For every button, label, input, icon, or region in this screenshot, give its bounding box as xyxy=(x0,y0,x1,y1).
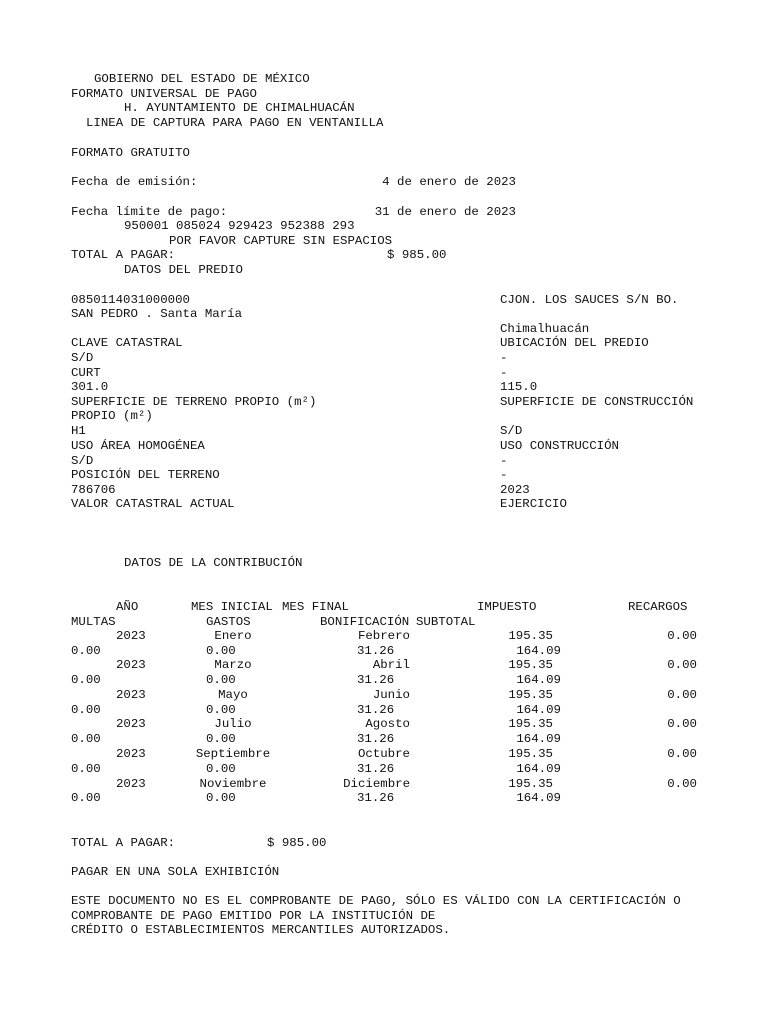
cell-mes-inicial: Enero xyxy=(214,629,252,643)
posicion-value: S/D xyxy=(71,454,94,468)
cell-bonificacion: 31.26 xyxy=(357,762,395,776)
valor-catastral-value: 786706 xyxy=(71,483,116,497)
cell-multas: 0.00 xyxy=(71,673,101,687)
cell-bonificacion: 31.26 xyxy=(357,732,395,746)
cell-recargos: 0.00 xyxy=(667,658,697,672)
cell-anio: 2023 xyxy=(116,629,146,643)
cell-anio: 2023 xyxy=(116,658,146,672)
dash: - xyxy=(500,351,508,365)
predio-direccion: CJON. LOS SAUCES S/N BO. xyxy=(500,293,679,307)
cell-mes-final: Febrero xyxy=(357,629,410,643)
sup-terreno-value: 301.0 xyxy=(71,380,109,394)
col-header-mes-inicial: MES INICIAL xyxy=(191,600,273,614)
cell-anio: 2023 xyxy=(116,777,146,791)
dash: - xyxy=(500,468,508,482)
formato-gratuito: FORMATO GRATUITO xyxy=(71,146,190,160)
sup-construccion-value: 115.0 xyxy=(500,380,538,394)
curt-value: S/D xyxy=(71,351,94,365)
curt-label: CURT xyxy=(71,366,101,380)
col-header-subtotal: SUBTOTAL xyxy=(416,615,476,629)
cell-impuesto: 195.35 xyxy=(508,747,553,761)
cell-recargos: 0.00 xyxy=(667,688,697,702)
propio-label: PROPIO (m²) xyxy=(71,409,153,423)
col-header-recargos: RECARGOS xyxy=(628,600,688,614)
cell-anio: 2023 xyxy=(116,747,146,761)
cell-gastos: 0.00 xyxy=(206,732,236,746)
uso-construccion-label: USO CONSTRUCCIÓN xyxy=(500,439,619,453)
cell-impuesto: 195.35 xyxy=(508,688,553,702)
clave-catastral-value: 0850114031000000 xyxy=(71,293,190,307)
header-ayuntamiento: H. AYUNTAMIENTO DE CHIMALHUACÁN xyxy=(124,101,355,115)
cell-recargos: 0.00 xyxy=(667,717,697,731)
cell-mes-inicial: Septiembre xyxy=(195,747,271,761)
cell-mes-inicial: Julio xyxy=(214,717,252,731)
ejercicio-label: EJERCICIO xyxy=(500,497,567,511)
cell-gastos: 0.00 xyxy=(206,791,236,805)
area-homogenea-label: USO ÁREA HOMOGÉNEA xyxy=(71,439,205,453)
predio-municipio: Chimalhuacán xyxy=(500,322,590,336)
disclaimer-line-3: CRÉDITO O ESTABLECIMIENTOS MERCANTILES AUTORIZADOS. xyxy=(71,923,451,937)
col-header-mes-final: MES FINAL xyxy=(282,600,349,614)
disclaimer-line-2: COMPROBANTE DE PAGO EMITIDO POR LA INSTITUCIÓN DE xyxy=(71,909,436,923)
col-header-gastos: GASTOS xyxy=(206,615,251,629)
cell-multas: 0.00 xyxy=(71,703,101,717)
total-bottom-label: TOTAL A PAGAR: xyxy=(71,836,176,850)
valor-catastral-label: VALOR CATASTRAL ACTUAL xyxy=(71,497,235,511)
cell-impuesto: 195.35 xyxy=(508,629,553,643)
capture-note: POR FAVOR CAPTURE SIN ESPACIOS xyxy=(169,234,393,248)
cell-gastos: 0.00 xyxy=(206,703,236,717)
col-header-anio: AÑO xyxy=(116,600,139,614)
cell-impuesto: 195.35 xyxy=(508,717,553,731)
cell-mes-inicial: Noviembre xyxy=(199,777,267,791)
cell-multas: 0.00 xyxy=(71,644,101,658)
sup-terreno-label: SUPERFICIE DE TERRENO PROPIO (m²) xyxy=(71,395,317,409)
disclaimer-line-1: ESTE DOCUMENTO NO ES EL COMPROBANTE DE PAGO, SÓLO ES VÁLIDO CON LA CERTIFICACIÓN O xyxy=(71,894,681,908)
cell-mes-inicial: Marzo xyxy=(214,658,252,672)
cell-impuesto: 195.35 xyxy=(508,777,553,791)
cell-gastos: 0.00 xyxy=(206,673,236,687)
datos-predio-title: DATOS DEL PREDIO xyxy=(124,263,243,277)
col-header-impuesto: IMPUESTO xyxy=(477,600,537,614)
cell-mes-final: Diciembre xyxy=(343,777,410,791)
cell-bonificacion: 31.26 xyxy=(357,644,395,658)
cell-subtotal: 164.09 xyxy=(516,762,561,776)
cell-subtotal: 164.09 xyxy=(516,732,561,746)
ubicacion-label: UBICACIÓN DEL PREDIO xyxy=(500,336,649,350)
emision-value: 4 de enero de 2023 xyxy=(382,175,516,189)
cell-mes-final: Junio xyxy=(372,688,410,702)
linea-captura-number: 950001 085024 929423 952388 293 xyxy=(124,219,355,233)
header-gobierno: GOBIERNO DEL ESTADO DE MÉXICO xyxy=(94,72,310,86)
cell-multas: 0.00 xyxy=(71,762,101,776)
ejercicio-value: 2023 xyxy=(500,483,530,497)
uso-construccion-value: S/D xyxy=(500,424,523,438)
cell-mes-final: Abril xyxy=(372,658,410,672)
cell-subtotal: 164.09 xyxy=(516,791,561,805)
header-linea-captura-title: LINEA DE CAPTURA PARA PAGO EN VENTANILLA xyxy=(86,116,384,130)
area-homogenea-value: H1 xyxy=(71,424,86,438)
col-header-multas: MULTAS xyxy=(71,615,116,629)
total-bottom-value: $ 985.00 xyxy=(267,836,327,850)
cell-bonificacion: 31.26 xyxy=(357,673,395,687)
dash: - xyxy=(500,366,508,380)
cell-recargos: 0.00 xyxy=(667,777,697,791)
sup-construccion-label: SUPERFICIE DE CONSTRUCCIÓN xyxy=(500,395,694,409)
cell-anio: 2023 xyxy=(116,717,146,731)
limite-value: 31 de enero de 2023 xyxy=(374,205,516,219)
cell-subtotal: 164.09 xyxy=(516,703,561,717)
header-formato: FORMATO UNIVERSAL DE PAGO xyxy=(71,87,257,101)
clave-catastral-label: CLAVE CATASTRAL xyxy=(71,336,183,350)
cell-impuesto: 195.35 xyxy=(508,658,553,672)
cell-bonificacion: 31.26 xyxy=(357,703,395,717)
cell-mes-final: Octubre xyxy=(357,747,410,761)
cell-recargos: 0.00 xyxy=(667,629,697,643)
limite-label: Fecha límite de pago: xyxy=(71,205,228,219)
cell-multas: 0.00 xyxy=(71,791,101,805)
sola-exhibicion: PAGAR EN UNA SOLA EXHIBICIÓN xyxy=(71,865,280,879)
dash: - xyxy=(500,454,508,468)
emision-label: Fecha de emisión: xyxy=(71,175,198,189)
posicion-label: POSICIÓN DEL TERRENO xyxy=(71,468,220,482)
cell-multas: 0.00 xyxy=(71,732,101,746)
cell-gastos: 0.00 xyxy=(206,762,236,776)
total-top-label: TOTAL A PAGAR: xyxy=(71,248,176,262)
predio-nombre: SAN PEDRO . Santa María xyxy=(71,307,243,321)
contribucion-title: DATOS DE LA CONTRIBUCIÓN xyxy=(124,556,303,570)
cell-subtotal: 164.09 xyxy=(516,673,561,687)
total-top-value: $ 985.00 xyxy=(387,248,447,262)
col-header-bonificacion: BONIFICACIÓN xyxy=(320,615,410,629)
cell-gastos: 0.00 xyxy=(206,644,236,658)
cell-recargos: 0.00 xyxy=(667,747,697,761)
cell-mes-final: Agosto xyxy=(365,717,410,731)
cell-mes-inicial: Mayo xyxy=(218,688,248,702)
cell-bonificacion: 31.26 xyxy=(357,791,395,805)
cell-anio: 2023 xyxy=(116,688,146,702)
cell-subtotal: 164.09 xyxy=(516,644,561,658)
